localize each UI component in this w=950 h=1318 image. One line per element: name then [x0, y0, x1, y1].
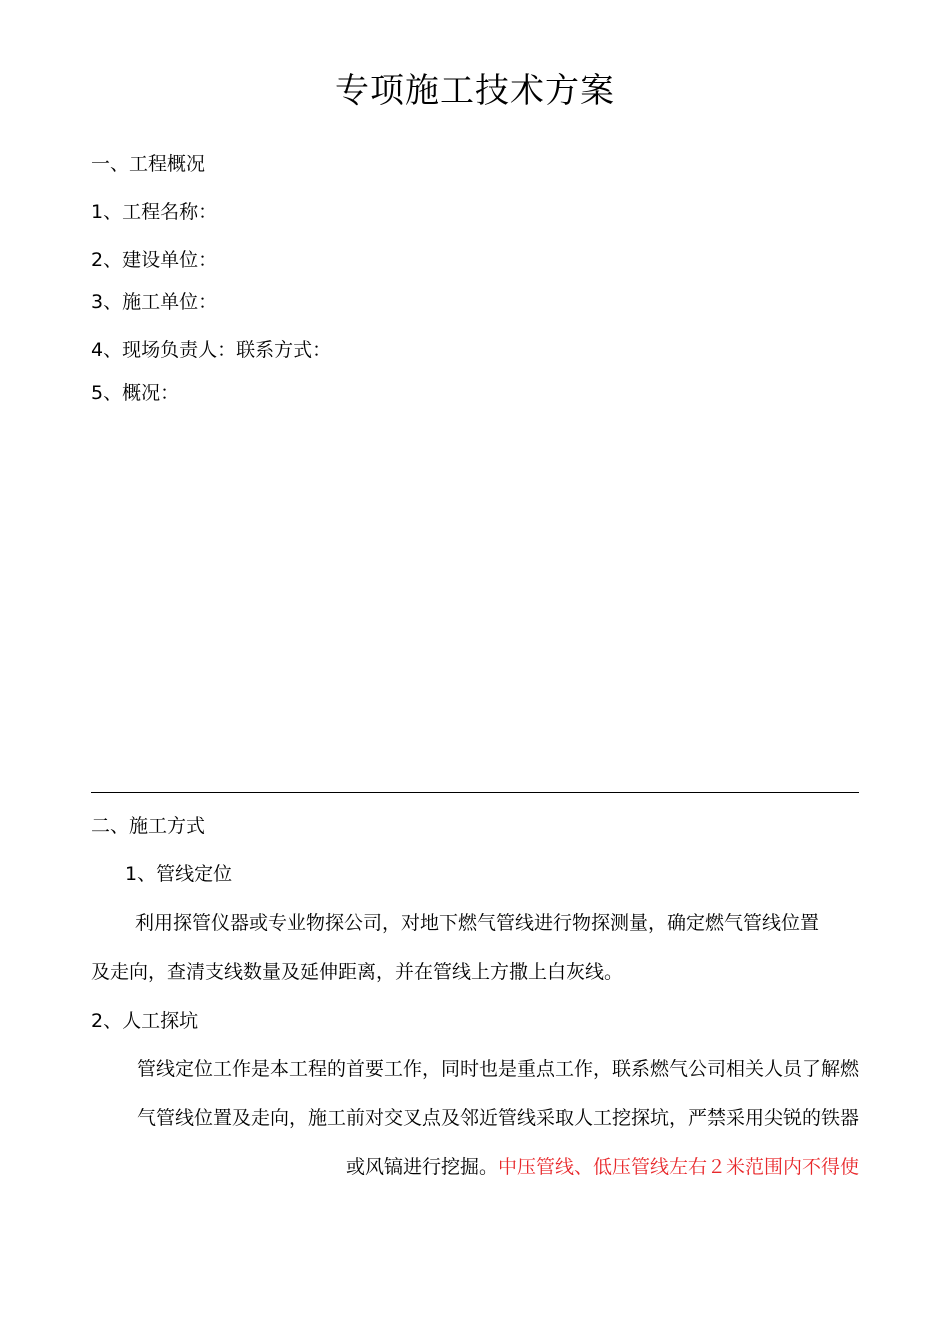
- section-2-heading: 二、施工方式: [91, 815, 206, 837]
- item-overview: 5、概况：: [91, 382, 180, 404]
- section-1-heading: 一、工程概况: [91, 153, 206, 175]
- safety-warning-text: 中压管线、低压管线左右２米范围内不得使: [497, 1156, 859, 1178]
- pipeline-positioning-paragraph-line-2: 及走向，查清支线数量及延伸距离，并在管线上方撒上白灰线。: [91, 961, 624, 983]
- item-construction-contractor: 3、施工单位：: [91, 291, 218, 313]
- pipeline-positioning-paragraph-line-1: 利用探管仪器或专业物探公司，对地下燃气管线进行物探测量，确定燃气管线位置: [135, 912, 820, 934]
- item-construction-owner: 2、建设单位：: [91, 249, 218, 271]
- manual-trial-pit-paragraph-line-3: [346, 1155, 859, 1179]
- manual-trial-pit-paragraph-line-2: 气管线位置及走向，施工前对交叉点及邻近管线采取人工挖探坑，严禁采用尖锐的铁器: [136, 1107, 859, 1129]
- item-site-manager-contact: 4、现场负责人：联系方式：: [91, 339, 332, 361]
- manual-trial-pit-paragraph-line-1: 管线定位工作是本工程的首要工作，同时也是重点工作，联系燃气公司相关人员了解燃: [136, 1058, 859, 1080]
- document-title: 专项施工技术方案: [335, 71, 615, 111]
- subsection-pipeline-positioning-heading: 1、管线定位: [125, 863, 233, 885]
- item-project-name: 1、工程名称：: [91, 201, 218, 223]
- paragraph-line-3-text: 或风镐进行挖掘。: [345, 1156, 498, 1178]
- section-divider: [91, 792, 859, 793]
- subsection-manual-trial-pit-heading: 2、人工探坑: [91, 1010, 199, 1032]
